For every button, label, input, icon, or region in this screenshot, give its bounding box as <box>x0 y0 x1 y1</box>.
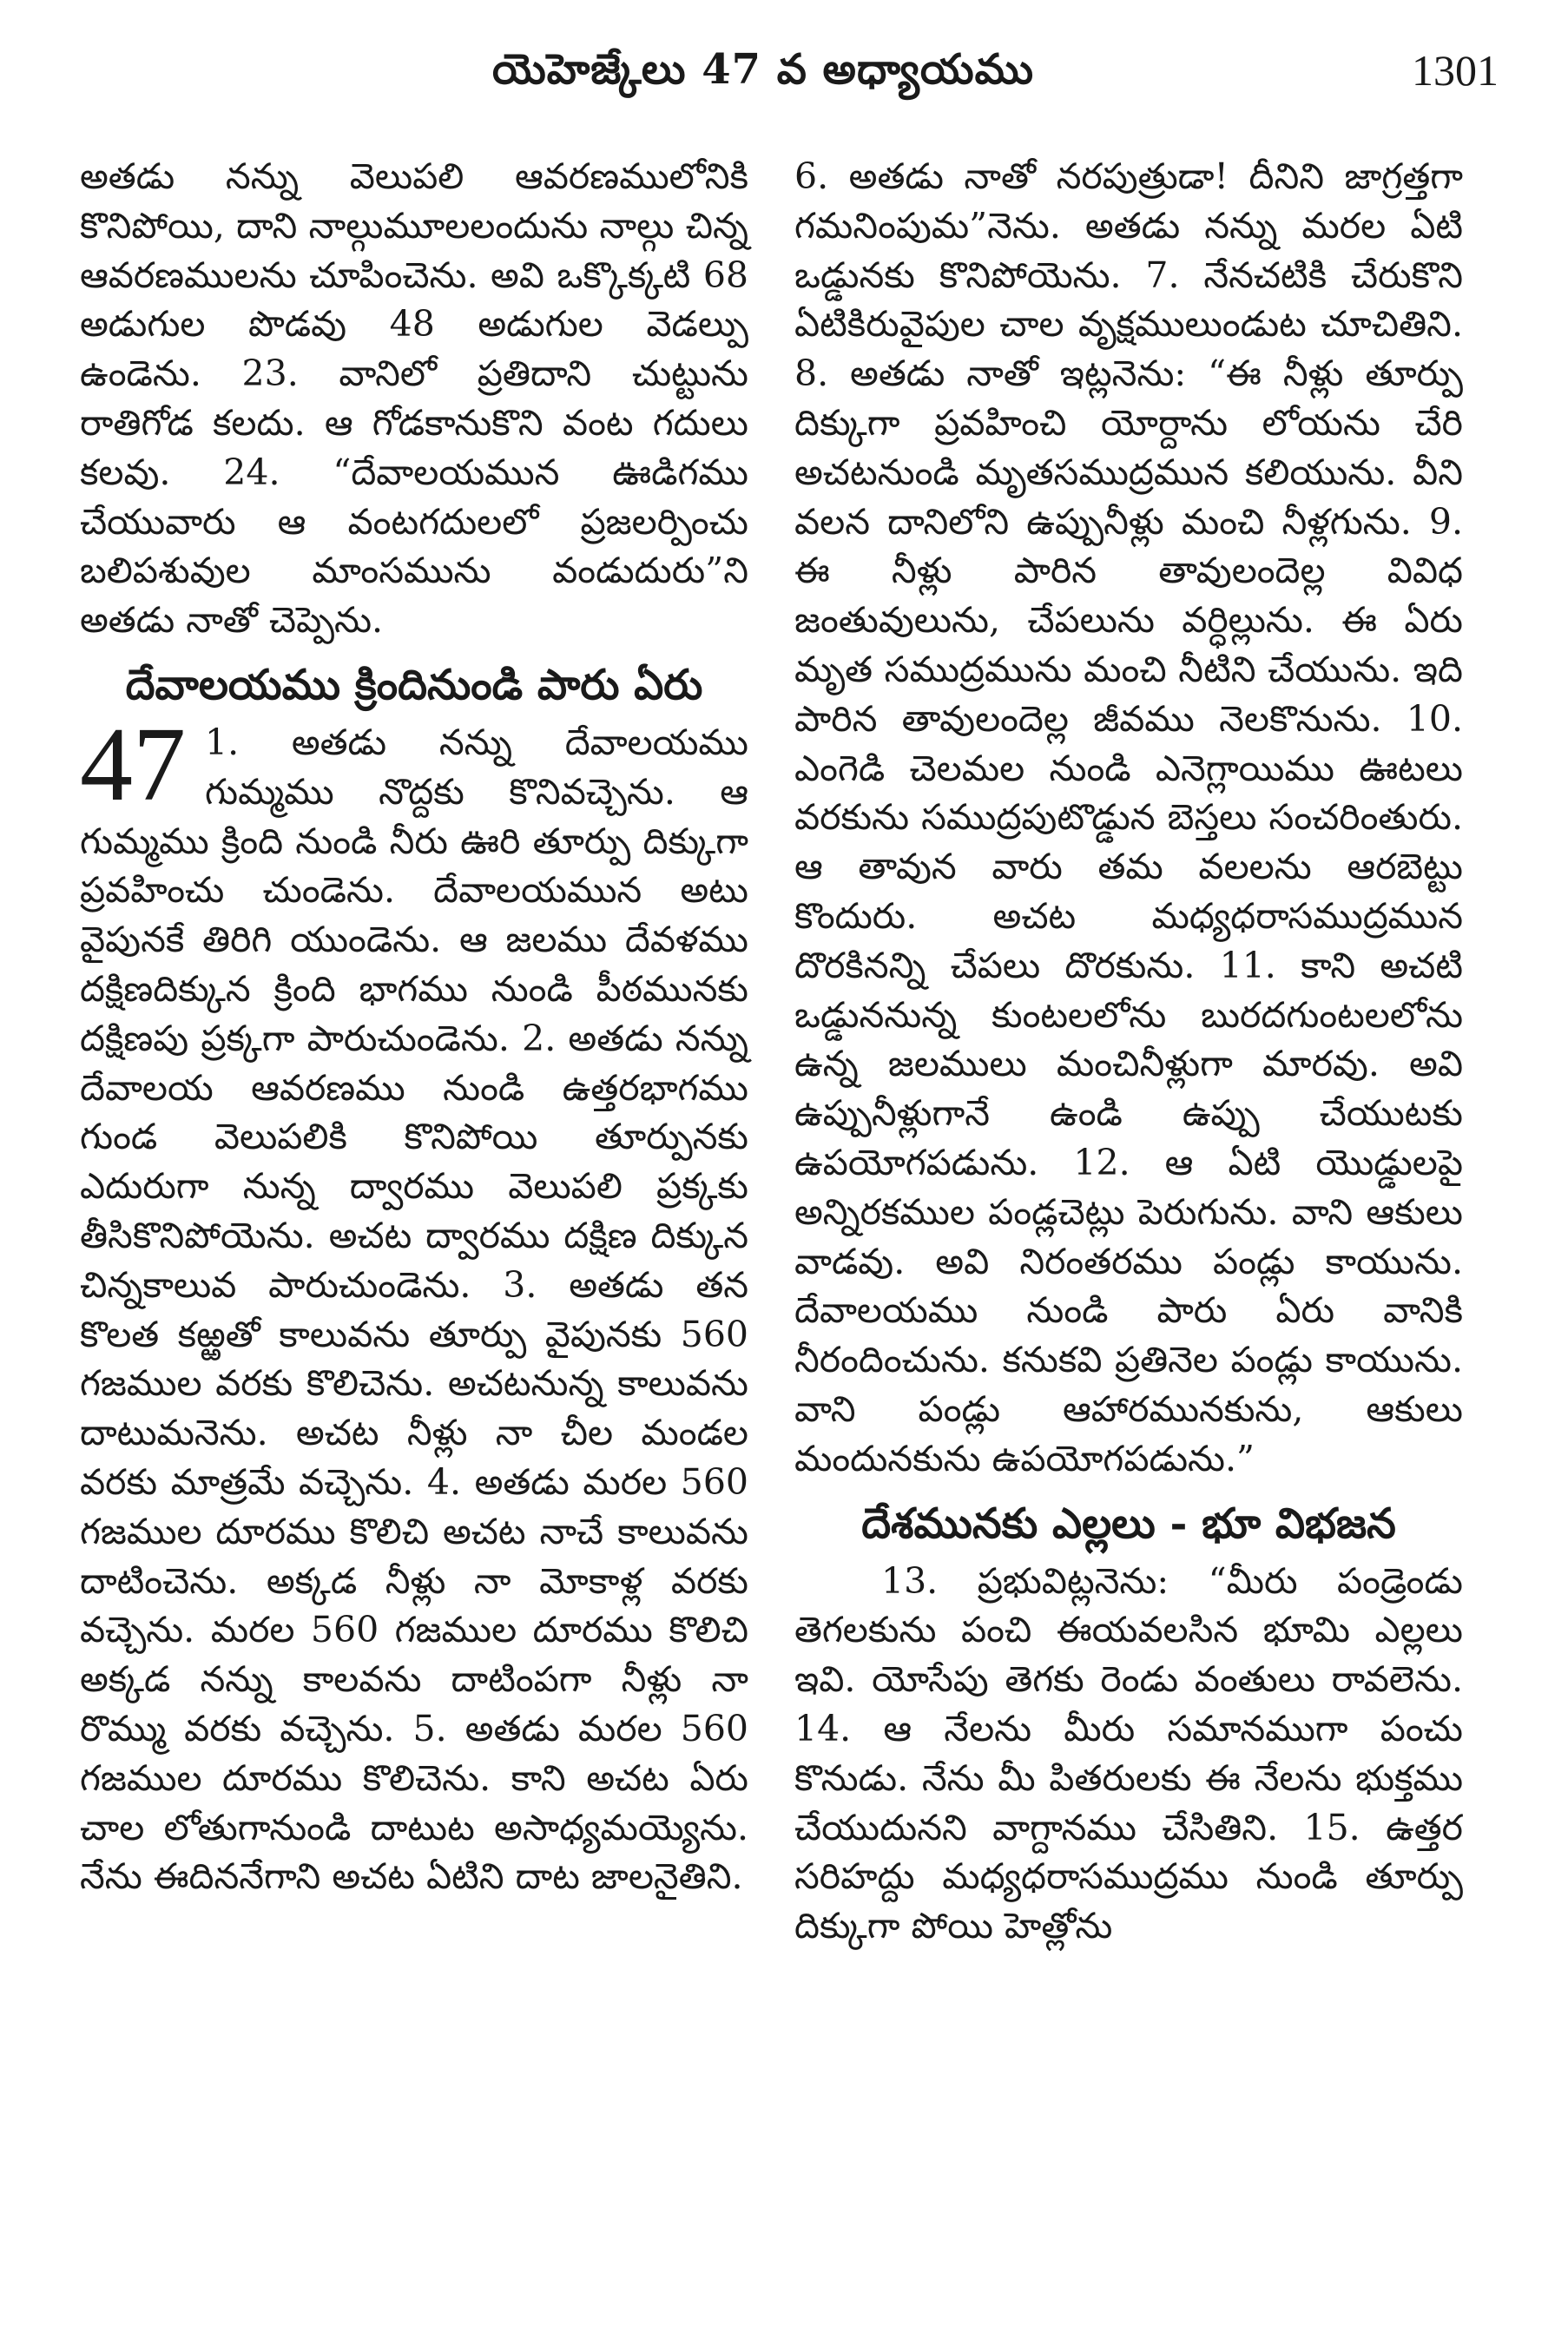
chapter-opening-paragraph <box>80 705 748 1901</box>
paragraph-verses-6-12: 6. అతడు నాతో నరపుత్రుడా! దీనిని జాగ్రత్తగా గమనింపుమ”నెను. అతడు నన్ను మరల ఏటి ఒడ్డునకు కొనిపోయెను. 7. నేనచటికి చేరుకొని ఏటికిరువైపుల చాల వృక్షములుండుట చూచితిని. 8. అతడు నాతో ఇట్లనెను: “ఈ నీళ్లు తూర్పు దిక్కుగా ప్రవహించి యోర్దాను లోయను చేరి అచటనుండి మృతసముద్రమున కలియును. వీని వలన దానిలోని ఉప్పునీళ్లు మంచి నీళ్లగును. 9. ఈ నీళ్లు పారిన తావులందెల్ల వివిధ జంతువులును, చేపలును వర్ధిల్లును. ఈ ఏరు మృత సముద్రమును మంచి నీటిని చేయును. ఇది పారిన తావులందెల్ల జీవము నెలకొనును. 10. ఎంగెడి చెలమల నుండి ఎనెగ్లాయిము ఊటలు వరకును సముద్రపుటొడ్డున బెస్తలు సంచరింతురు. ఆ తావున వారు తమ వలలను ఆరబెట్టు కొందురు. అచట మధ్యధరాసముద్రమున దొరకినన్ని చేపలు దొరకును. 11. కాని అచటి ఒడ్డుననున్న కుంటలలోను బురదగుంటలలోను ఉన్న జలములు మంచినీళ్లుగా మారవు. అవి ఉప్పునీళ్లుగానే ఉండి ఉప్పు చేయుటకు ఉపయోగపడును. 12. ఆ ఏటి యొడ్డులపై అన్నిరకముల పండ్లచెట్లు పెరుగును. వాని ఆకులు వాడవు. అవి నిరంతరము పండ్లు కాయును. దేవాలయము నుండి పారు ఏరు వానికి నీరందించును. కనుకవి ప్రతినెల పండ్లు కాయును. వాని పండ్లు ఆహారమునకును, ఆకులు మందునకును ఉపయోగపడును.” <box>794 155 1463 1479</box>
chapter-47-text: 1. అతడు నన్ను దేవాలయము గుమ్మము నొద్దకు కొనివచ్చెను. ఆ గుమ్మము క్రింది నుండి నీరు ఊరి తూర్పు దిక్కుగా ప్రవహించు చుండెను. దేవాలయమున అటు వైపునకే తిరిగి యుండెను. ఆ జలము దేవళము దక్షిణదిక్కున క్రింది భాగము నుండి పీఠమునకు దక్షిణపు ప్రక్కగా పారుచుండెను. 2. అతడు నన్ను దేవాలయ ఆవరణము నుండి ఉత్తరభాగము గుండ వెలుపలికి కొనిపోయి తూర్పునకు ఎదురుగా నున్న ద్వారము వెలుపలి ప్రక్కకు తీసికొనిపోయెను. అచట ద్వారము దక్షిణ దిక్కున చిన్నకాలువ పారుచుండెను. 3. అతడు తన కొలత కఱ్ఱతో కాలువను తూర్పు వైపునకు 560 గజముల వరకు కొలిచెను. అచటనున్న కాలువను దాటుమనెను. అచట నీళ్లు నా చీల మండల వరకు మాత్రమే వచ్చెను. 4. అతడు మరల 560 గజముల దూరము కొలిచి అచట నాచే కాలువను దాటించెను. అక్కడ నీళ్లు నా మోకాళ్ల వరకు వచ్చెను. మరల 560 గజముల దూరము కొలిచి అక్కడ నన్ను కాలవను దాటింపగా నీళ్లు నా రొమ్ము వరకు వచ్చెను. 5. అతడు మరల 560 గజముల దూరము కొలిచెను. కాని అచట ఏరు చాల లోతుగానుండి దాటుట అసాధ్యమయ్యెను. నేను ఈదిననేగాని అచట ఏటిని దాట జాలనైతిని. <box>80 721 748 1898</box>
right-column <box>794 152 1463 1951</box>
running-title: యెహెజ్కేలు 47 వ అధ్యాయము <box>492 45 1034 94</box>
page-header <box>80 26 1499 122</box>
paragraph-continuation: అతడు నన్ను వెలుపలి ఆవరణములోనికి కొనిపోయి, దాని నాల్గుమూలలందును నాల్గు చిన్న ఆవరణములను చూపించెను. అవి ఒక్కొక్కటి 68 అడుగుల పొడవు 48 అడుగుల వెడల్పు ఉండెను. 23. వానిలో ప్రతిదాని చుట్టును రాతిగోడ కలదు. ఆ గోడకానుకొని వంట గదులు కలవు. 24. “దేవాలయమున ఊడిగము చేయువారు ఆ వంటగదులలో ప్రజలర్పించు బలిపశువుల మాంసమును వండుదురు”ని అతడు నాతో చెప్పెను. <box>80 155 748 642</box>
page-number: 1301 <box>1412 46 1499 95</box>
left-column <box>80 152 748 1901</box>
chapter-number: 47 <box>80 705 186 823</box>
section-heading-borders: దేశమునకు ఎల్లలు - భూ విభజన <box>861 1499 1396 1548</box>
paragraph-verses-13-15: 13. ప్రభువిట్లనెను: “మీరు పండ్రెండు తెగలకును పంచి ఈయవలసిన భూమి ఎల్లలు ఇవి. యోసేపు తెగకు రెండు వంతులు రావలెను. 14. ఆ నేలను మీరు సమానముగా పంచు కొనుడు. నేను మీ పితరులకు ఈ నేలను భుక్తము చేయుదునని వాగ్దానము చేసితిని. 15. ఉత్తర సరిహద్దు మధ్యధరాసముద్రము నుండి తూర్పు దిక్కుగా పోయి హెత్లోను <box>794 1559 1463 1947</box>
section-heading-river: దేవాలయము క్రిందినుండి పారు ఏరు <box>125 660 703 709</box>
